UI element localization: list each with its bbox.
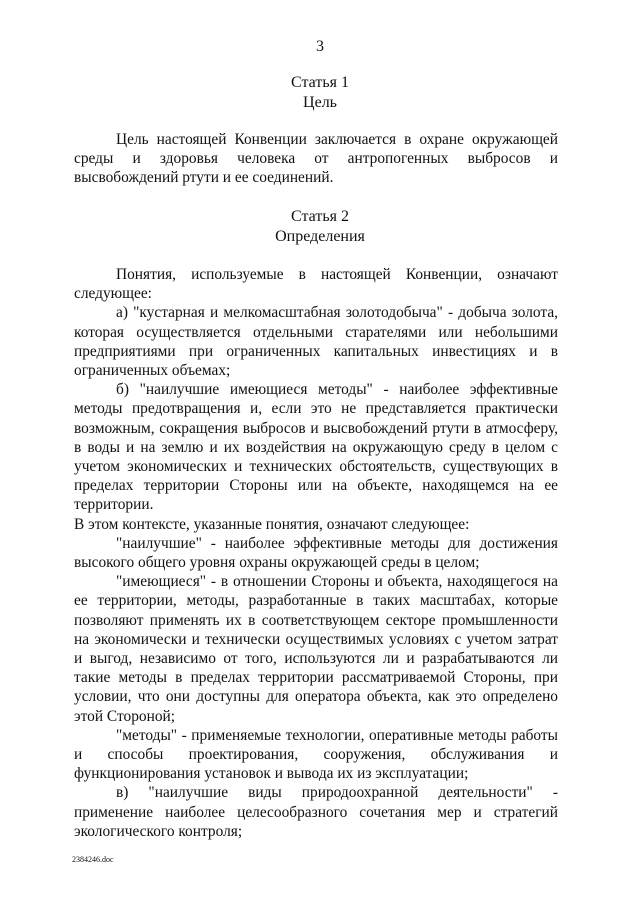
article-2-body xyxy=(74,265,558,841)
article-1-title: Статья 1 xyxy=(291,74,349,91)
document-footer: 2384246.doc xyxy=(72,855,114,864)
definition-b-paragraph: б) "наилучшие имеющиеся методы" - наиболее эффективные методы предотвращения и, если это не представляется практически возможным, сокращения выбросов и высвобождений ртути в атмосферу, в воды и на землю и их воздействия на окружающую среду в целом с учетом экономических и технических обстоятельств, существующих в пределах территории Стороны или на объекте, находящемся на ее территории. xyxy=(74,381,558,514)
article-1-subtitle: Цель xyxy=(303,94,337,111)
article-2-title: Статья 2 xyxy=(291,208,349,225)
available-definition-paragraph: "имеющиеся" - в отношении Стороны и объекта, находящегося на ее территории, методы, разработанные в таких масштабах, которые позволяют применять их в соответствующем секторе промышленности на экономически и технически осуществимых условиях с учетом затрат и выгод, независимо от того, используются ли и разрабатываются ли такие методы в пределах территории рассматриваемой Стороны, при условии, что они доступны для оператора объекта, как это определено этой Стороной; xyxy=(74,573,558,725)
context-paragraph: В этом контексте, указанные понятия, означают следующее: xyxy=(74,515,470,533)
article-1-body xyxy=(74,130,558,188)
article-1-paragraph: Цель настоящей Конвенции заключается в охране окружающей среды и здоровья человека от антропогенных выбросов и высвобождений ртути и ее соединений. xyxy=(74,131,558,187)
definition-a-paragraph: а) "кустарная и мелкомасштабная золотодобыча" - добыча золота, которая осуществляется отдельными старателями или небольшими предприятиями при ограниченных капитальных инвестициях и в ограниченных объемах; xyxy=(74,304,558,380)
methods-definition-paragraph: "методы" - применяемые технологии, оперативные методы работы и способы проектирования, сооружения, обслуживания и функционирования установок и вывода их из эксплуатации; xyxy=(74,726,558,783)
definitions-intro-paragraph: Понятия, используемые в настоящей Конвенции, означают следующее: xyxy=(74,266,558,303)
definition-v-paragraph: в) "наилучшие виды природоохранной деятельности" - применение наиболее целесообразного сочетания мер и стратегий экологического контроля; xyxy=(74,784,558,840)
article-2-subtitle: Определения xyxy=(275,228,365,245)
page-number: 3 xyxy=(316,38,324,55)
best-definition-paragraph: "наилучшие" - наиболее эффективные методы для достижения высокого общего уровня охраны окружающей среды в целом; xyxy=(74,534,558,572)
